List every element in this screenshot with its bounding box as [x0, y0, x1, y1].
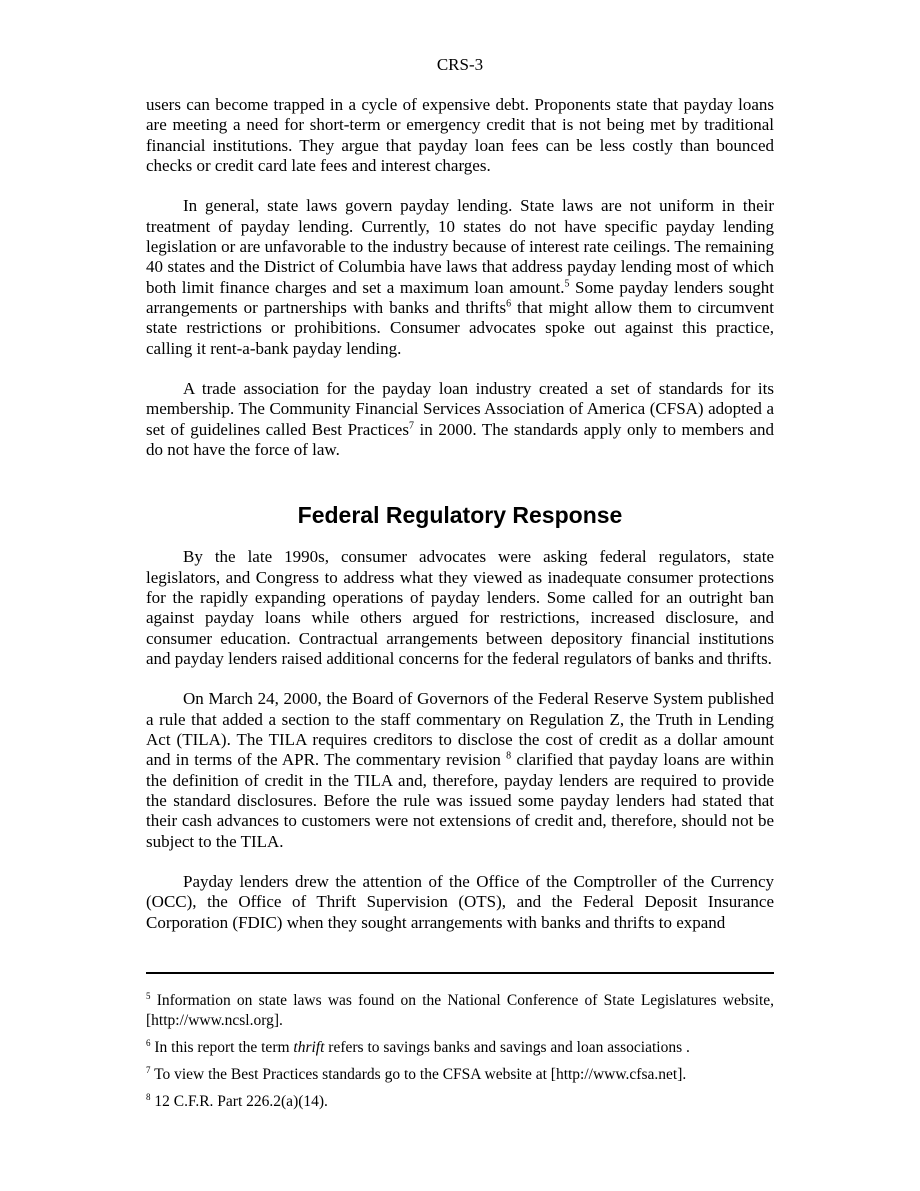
footnotes-section — [146, 991, 774, 1119]
footnote-6-text-a: In this report the term — [150, 1039, 294, 1056]
footnote-5 — [146, 991, 774, 1031]
footnote-8-number: 8 — [146, 1091, 151, 1102]
footnote-6-text-b: refers to savings banks and savings and loan associations . — [324, 1039, 690, 1056]
paragraph-1: users can become trapped in a cycle of expensive debt. Proponents state that payday loans are meeting a need for short-term or emergency credit that is not being met by traditional financial institutions. They argue that payday loan fees can be less costly than bounced checks or credit card late fees and interest charges. — [146, 95, 774, 175]
page-number-header: CRS-3 — [436, 55, 484, 74]
footnote-6 — [146, 1038, 774, 1058]
paragraph-5-text-b: clarified that payday loans are within the definition of credit in the TILA and, therefore, payday lenders are required to provide the standard disclosures. Before the rule was issued some payday lenders had stated that their cash advances to customers were not extensions of credit and, therefore, should not be subject to the TILA. — [146, 750, 774, 851]
paragraph-5 — [146, 689, 774, 851]
paragraph-2-text-c: that might allow them to circumvent state restrictions or prohibitions. Consumer advocates spoke out against this practice, calling it rent-a-bank payday lending. — [146, 297, 774, 358]
paragraph-4: By the late 1990s, consumer advocates were asking federal regulators, state legislators, and Congress to address what they viewed as inadequate consumer protections for the rapidly expanding operations of payday lenders. Some called for an outright ban against payday loans while others argued for restrictions, increased disclosure, and consumer education. Contractual arrangements between depository financial institutions and payday lenders raised additional concerns for the federal regulators of banks and thrifts. — [146, 547, 774, 668]
footnote-5-text: Information on state laws was found on the National Conference of State Legislatures website, [http://www.ncsl.org]. — [146, 992, 774, 1029]
footnote-6-term: thrift — [293, 1039, 325, 1056]
paragraph-3-text-b: in 2000. The standards apply only to members and do not have the force of law. — [146, 419, 774, 460]
footnote-7 — [146, 1065, 774, 1085]
footnote-6-number: 6 — [146, 1037, 151, 1048]
footnote-ref-7[interactable]: 7 — [408, 420, 414, 432]
document-body — [146, 95, 774, 933]
footnote-ref-8[interactable]: 8 — [506, 750, 512, 762]
footnote-ref-6[interactable]: 6 — [506, 298, 512, 310]
footnote-ref-5[interactable]: 5 — [564, 278, 570, 290]
paragraph-6: Payday lenders drew the attention of the Office of the Comptroller of the Currency (OCC), the Office of Thrift Supervision (OTS), and the Federal Deposit Insurance Corporation (FDIC) when they sought arrangements with banks and thrifts to expand — [146, 872, 774, 932]
paragraph-3 — [146, 379, 774, 460]
footnote-8-text: 12 C.F.R. Part 226.2(a)(14). — [150, 1093, 328, 1110]
paragraph-2 — [146, 196, 774, 358]
paragraph-3-text-a: A trade association for the payday loan industry created a set of standards for its membership. The Community Financial Services Association of America (CFSA) adopted a set of guidelines called Best Practices — [146, 379, 774, 439]
footnote-8 — [146, 1092, 774, 1112]
footnote-divider — [146, 972, 774, 974]
paragraph-2-text-b: Some payday lenders sought arrangements or partnerships with banks and thrifts — [146, 277, 774, 317]
section-heading: Federal Regulatory Response — [297, 502, 623, 529]
footnote-5-number: 5 — [146, 990, 151, 1001]
paragraph-2-text-a: In general, state laws govern payday lending. State laws are not uniform in their treatment of payday lending. Currently, 10 states do not have specific payday lending legislation or are unfavorable to the industry because of interest rate ceilings. The remaining 40 states and the District of Columbia have laws that address payday lending most of which both limit finance charges and set a maximum loan amount. — [146, 196, 774, 297]
paragraph-5-text-a: On March 24, 2000, the Board of Governors of the Federal Reserve System published a rule that added a section to the staff commentary on Regulation Z, the Truth in Lending Act (TILA). The TILA requires creditors to disclose the cost of credit as a dollar amount and in terms of the APR. The commentary revision — [146, 689, 774, 770]
footnote-7-number: 7 — [146, 1064, 151, 1075]
footnote-7-text: To view the Best Practices standards go to the CFSA website at [http://www.cfsa.net]. — [150, 1066, 687, 1083]
